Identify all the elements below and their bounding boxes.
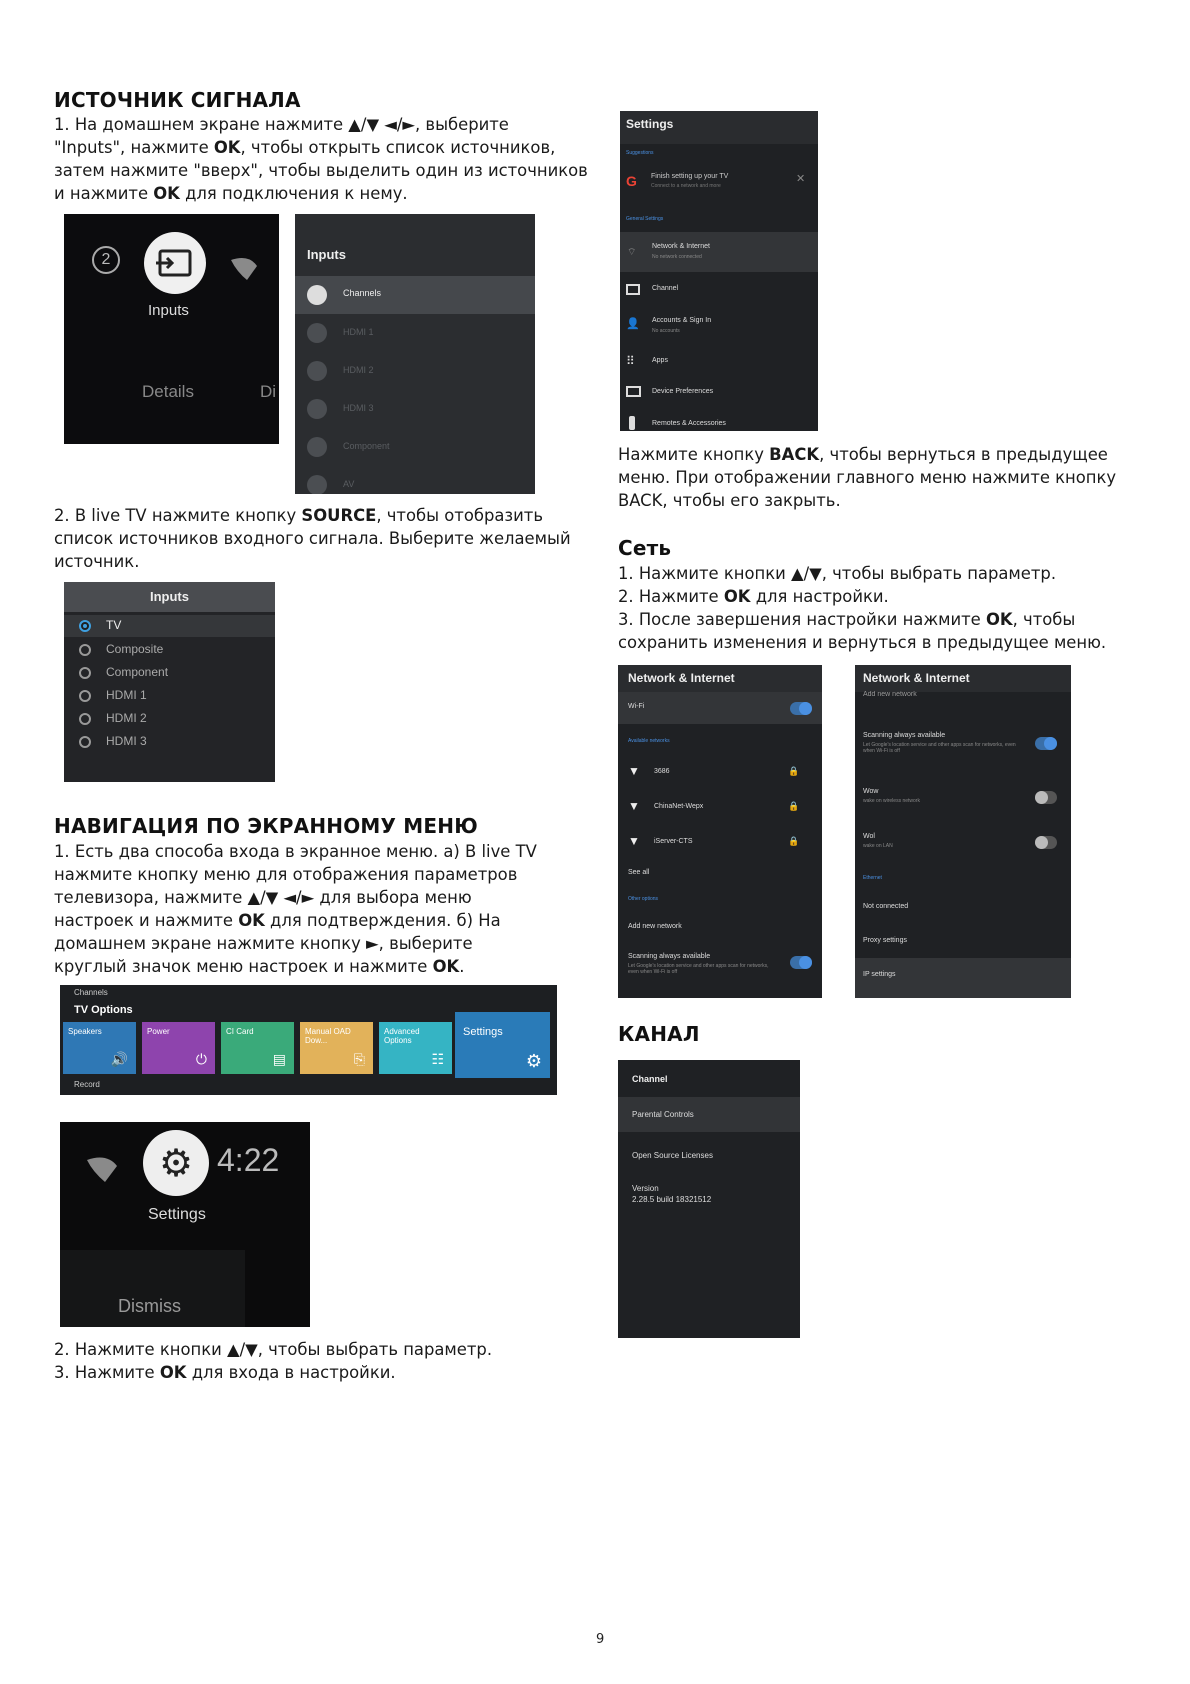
input-source-icon[interactable] bbox=[144, 232, 206, 294]
google-icon: G bbox=[626, 173, 637, 189]
network-item[interactable]: ▼ 3686 🔒 bbox=[628, 764, 800, 778]
badge-2-icon: 2 bbox=[92, 246, 120, 274]
wol-row[interactable]: Wol wake on LAN bbox=[855, 828, 1071, 858]
person-add-icon: 👤 bbox=[626, 318, 640, 330]
cast-icon bbox=[85, 1150, 119, 1184]
card-icon: ▤ bbox=[272, 1051, 286, 1067]
tv-options-screenshot bbox=[60, 985, 557, 1095]
scanning-toggle bbox=[790, 956, 812, 969]
cast-icon bbox=[229, 252, 259, 282]
network-item[interactable]: ▼ iServer-CTS 🔒 bbox=[628, 834, 800, 848]
record-label: Record bbox=[74, 1080, 100, 1089]
nav-paragraph-1: 1. Есть два способа входа в экранное меню. а) В live TV нажмите кнопку меню для отображения параметров телевизора, нажмите ▲/▼ ◄/► для выбора меню настроек и нажмите OK для подтверждения. б) На домашнем экране нажмите кнопку ►, выберите круглый значок меню настроек и нажмите OK. bbox=[54, 842, 537, 976]
source-paragraph-2: 2. В live TV нажмите кнопку SOURCE, чтобы отобразить список источников входного сигнала. Выберите желаемый источник. bbox=[54, 506, 571, 571]
settings-item-device[interactable]: Device Preferences bbox=[620, 379, 818, 407]
back-paragraph: Нажмите кнопку BACK, чтобы вернуться в предыдущее меню. При отображении главного меню нажмите кнопку BACK, чтобы его закрыть. bbox=[618, 445, 1117, 510]
source-item-tv[interactable]: TV bbox=[64, 615, 275, 637]
lock-icon: 🔒 bbox=[788, 836, 800, 846]
source-item[interactable]: Composite bbox=[64, 639, 275, 661]
section-title-source: ИСТОЧНИК СИГНАЛА bbox=[54, 88, 301, 112]
gear-icon: ⚙ bbox=[525, 1051, 542, 1071]
tile-ci-card[interactable]: CI Card ▤ bbox=[221, 1022, 294, 1074]
settings-item-network[interactable]: ⌔ Network & Internet No network connected bbox=[620, 232, 818, 272]
remote-icon bbox=[629, 416, 635, 430]
tile-settings[interactable]: Settings ⚙ bbox=[455, 1012, 550, 1078]
settings-screenshot bbox=[620, 111, 818, 431]
details-label[interactable]: Details bbox=[142, 382, 194, 401]
inputs-label: Inputs bbox=[148, 302, 189, 319]
inputs-menu-item[interactable]: AV bbox=[295, 468, 535, 494]
lock-icon: 🔒 bbox=[788, 801, 800, 811]
network-screenshot-2: Network & Internet Add new network Scanning always available Let Google's location service and other apps scan for networks, even when Wi-Fi is off Wow wake on wireless network Wol wake on LAN Ethernet Not connected Proxy settings IP settings bbox=[855, 665, 1071, 998]
tile-advanced-options[interactable]: Advanced Options ☷ bbox=[379, 1022, 452, 1074]
parental-controls-item[interactable]: Parental Controls bbox=[618, 1097, 800, 1132]
home-inputs-screenshot bbox=[64, 214, 279, 444]
channel-title: Channel bbox=[632, 1074, 668, 1084]
section-title-channel: КАНАЛ bbox=[618, 1022, 700, 1046]
network-paragraph: 1. Нажмите кнопки ▲/▼, чтобы выбрать параметр. 2. Нажмите OK для настройки. 3. После завершения настройки нажмите OK, чтобы сохранить изменения и вернуться в предыдущее меню. bbox=[618, 564, 1107, 652]
inputs-menu-item[interactable]: HDMI 3 bbox=[295, 392, 535, 426]
network-screenshot-1: Network & Internet Wi-Fi Available networks ▼ 3686 🔒 ▼ ChinaNet-Wepx 🔒 ▼ iServer-CTS 🔒 See all Other options Add new network Scanning always available Let Google's location service and other apps scan for networks, even when Wi-Fi is off bbox=[618, 665, 822, 998]
settings-item-apps[interactable]: ⠿ Apps bbox=[626, 354, 668, 368]
inputs-menu-item[interactable]: Component bbox=[295, 430, 535, 464]
network-item[interactable]: ▼ ChinaNet-Wepx 🔒 bbox=[628, 799, 800, 813]
version-label: Version bbox=[632, 1184, 659, 1193]
source-item[interactable]: HDMI 1 bbox=[64, 685, 275, 707]
truncated-label: Di bbox=[260, 382, 277, 401]
apps-grid-icon: ⠿ bbox=[626, 354, 635, 368]
inputs-menu-title: Inputs bbox=[307, 247, 346, 262]
source-paragraph-1: 1. На домашнем экране нажмите ▲/▼ ◄/►, выберите "Inputs", нажмите OK, чтобы открыть список источников, затем нажмите "вверх", чтобы выделить один из источников и нажмите OK для подключения к нему. bbox=[54, 115, 588, 203]
wifi-signal-icon: ▼ bbox=[628, 834, 640, 848]
network-title: Network & Internet bbox=[628, 671, 735, 685]
inputs-menu-screenshot bbox=[295, 214, 535, 494]
source-list-title: Inputs bbox=[64, 582, 275, 612]
licenses-item[interactable]: Open Source Licenses bbox=[632, 1151, 713, 1160]
ethernet-status: Not connected bbox=[863, 903, 909, 910]
source-item[interactable]: HDMI 2 bbox=[64, 708, 275, 730]
wifi-icon: ⌔ bbox=[627, 247, 637, 258]
channel-screenshot bbox=[618, 1060, 800, 1338]
dismiss-label[interactable]: Dismiss bbox=[118, 1296, 181, 1316]
proxy-settings[interactable]: Proxy settings bbox=[863, 937, 907, 944]
suggestions-label: Suggestions bbox=[626, 150, 654, 156]
nav-paragraph-2: 2. Нажмите кнопки ▲/▼, чтобы выбрать параметр. 3. Нажмите OK для входа в настройки. bbox=[54, 1340, 493, 1382]
tv-icon bbox=[626, 284, 640, 295]
add-network[interactable]: Add new network bbox=[628, 923, 682, 930]
source-item[interactable]: Component bbox=[64, 662, 275, 684]
tile-manual-oad[interactable]: Manual OAD Dow... ⎘ bbox=[300, 1022, 373, 1074]
speaker-icon: 🔊 bbox=[110, 1051, 128, 1067]
scanning-row[interactable]: Scanning always available Let Google's location service and other apps scan for networks, even when Wi-Fi is off bbox=[855, 727, 1071, 767]
settings-item-accounts[interactable]: 👤 Accounts & Sign In No accounts bbox=[626, 317, 712, 334]
close-icon: ✕ bbox=[796, 173, 806, 185]
tile-speakers[interactable]: Speakers 🔊 bbox=[63, 1022, 136, 1074]
tv-options-title: TV Options bbox=[74, 1004, 133, 1016]
settings-title: Settings bbox=[626, 117, 674, 131]
scanning-row[interactable]: Scanning always available Let Google's location service and other apps scan for networks, even when Wi-Fi is off bbox=[618, 947, 822, 987]
inputs-menu-item[interactable]: HDMI 1 bbox=[295, 316, 535, 350]
page-number: 9 bbox=[596, 1632, 605, 1647]
wifi-signal-icon: ▼ bbox=[628, 799, 640, 813]
channels-label: Channels bbox=[74, 988, 108, 997]
section-title-navigation: НАВИГАЦИЯ ПО ЭКРАННОМУ МЕНЮ bbox=[54, 814, 478, 838]
download-icon: ⎘ bbox=[353, 1051, 365, 1067]
ip-settings-row[interactable]: IP settings bbox=[855, 958, 1071, 998]
settings-label: Settings bbox=[148, 1206, 206, 1223]
lock-icon: 🔒 bbox=[788, 766, 800, 776]
settings-gear-icon[interactable]: ⚙ bbox=[143, 1130, 209, 1196]
version-value: 2.28.5 build 18321512 bbox=[632, 1195, 712, 1204]
source-list-screenshot bbox=[64, 582, 275, 782]
settings-item-channel[interactable]: Channel bbox=[620, 278, 818, 306]
inputs-menu-item[interactable]: Channels bbox=[295, 276, 535, 314]
clock: 4:22 bbox=[217, 1142, 280, 1178]
general-settings-label: General Settings bbox=[626, 216, 664, 222]
wifi-row[interactable]: Wi-Fi bbox=[618, 692, 822, 724]
wifi-toggle bbox=[790, 702, 812, 715]
list-icon: ☷ bbox=[431, 1051, 444, 1067]
wow-row[interactable]: Wow wake on wireless network bbox=[855, 783, 1071, 813]
monitor-icon bbox=[626, 386, 641, 397]
plug-icon: ⏻ bbox=[195, 1051, 207, 1067]
section-title-network: Сеть bbox=[618, 536, 672, 560]
finish-setup-item[interactable]: G Finish setting up your TV Connect to a network and more ✕ bbox=[626, 173, 806, 189]
see-all[interactable]: See all bbox=[628, 869, 650, 876]
inputs-menu-item[interactable]: HDMI 2 bbox=[295, 354, 535, 388]
tile-power[interactable]: Power ⏻ bbox=[142, 1022, 215, 1074]
wifi-signal-icon: ▼ bbox=[628, 764, 640, 778]
settings-item-remotes[interactable]: Remotes & Accessories bbox=[620, 411, 818, 431]
source-item[interactable]: HDMI 3 bbox=[64, 731, 275, 753]
settings-home-screenshot bbox=[60, 1122, 310, 1327]
